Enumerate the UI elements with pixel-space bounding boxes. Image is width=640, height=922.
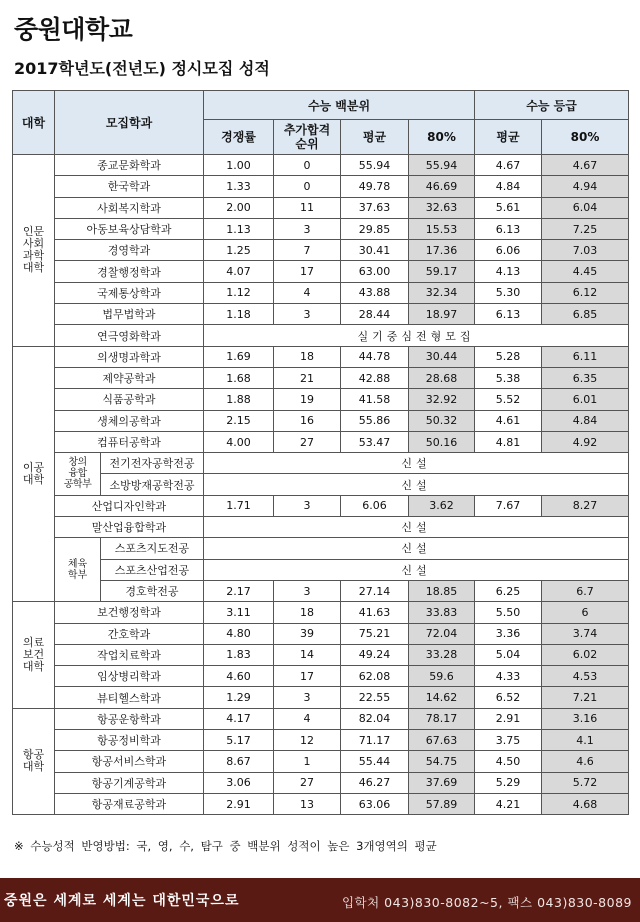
dept-name: 의생명과학과 xyxy=(55,346,204,367)
cell-additional: 39 xyxy=(274,623,341,644)
cell-grade-avg: 4.67 xyxy=(475,155,542,176)
cell-grade80: 4.84 xyxy=(542,410,629,431)
cell-grade80: 4.1 xyxy=(542,730,629,751)
cell-grade-avg: 7.67 xyxy=(475,495,542,516)
cell-p80: 3.62 xyxy=(409,495,475,516)
cell-grade80: 6.35 xyxy=(542,367,629,388)
dept-name: 항공운항학과 xyxy=(55,708,204,729)
cell-avg: 41.63 xyxy=(341,602,409,623)
cell-additional: 18 xyxy=(274,602,341,623)
table-row xyxy=(13,282,629,303)
dept-name: 국제통상학과 xyxy=(55,282,204,303)
cell-grade80: 4.92 xyxy=(542,431,629,452)
cell-p80: 14.62 xyxy=(409,687,475,708)
cell-additional: 3 xyxy=(274,495,341,516)
cell-avg: 75.21 xyxy=(341,623,409,644)
table-row xyxy=(13,666,629,687)
cell-grade80: 6.04 xyxy=(542,197,629,218)
table-row xyxy=(13,580,629,601)
table-row xyxy=(13,474,629,495)
cell-avg: 55.86 xyxy=(341,410,409,431)
table-row xyxy=(13,602,629,623)
cell-p80: 50.32 xyxy=(409,410,475,431)
cell-grade-avg: 6.06 xyxy=(475,240,542,261)
dept-name: 소방방재공학전공 xyxy=(101,474,204,495)
cell-avg: 27.14 xyxy=(341,580,409,601)
cell-avg: 22.55 xyxy=(341,687,409,708)
table-row xyxy=(13,559,629,580)
cell-competition: 1.18 xyxy=(204,304,274,325)
dept-note: 신설 xyxy=(204,517,629,538)
table-row xyxy=(13,240,629,261)
cell-competition: 2.00 xyxy=(204,197,274,218)
table-row xyxy=(13,431,629,452)
header-grade80: 80% xyxy=(542,120,629,155)
college-label: 항공 대학 xyxy=(13,708,55,814)
dept-note: 실기중심전형모집 xyxy=(204,325,629,346)
table-row xyxy=(13,644,629,665)
dept-name: 경호학전공 xyxy=(101,580,204,601)
cell-competition: 5.17 xyxy=(204,730,274,751)
header-dept: 모집학과 xyxy=(55,91,204,155)
cell-competition: 4.17 xyxy=(204,708,274,729)
cell-grade80: 7.03 xyxy=(542,240,629,261)
cell-grade-avg: 6.25 xyxy=(475,580,542,601)
table-row xyxy=(13,538,629,559)
cell-grade-avg: 4.33 xyxy=(475,666,542,687)
table-row xyxy=(13,410,629,431)
footer-slogan: 중원은 세계로 세계는 대한민국으로 xyxy=(4,893,240,909)
cell-additional: 11 xyxy=(274,197,341,218)
cell-grade80: 6.7 xyxy=(542,580,629,601)
dept-name: 말산업융합학과 xyxy=(55,517,204,538)
cell-additional: 3 xyxy=(274,304,341,325)
cell-avg: 43.88 xyxy=(341,282,409,303)
dept-name: 제약공학과 xyxy=(55,367,204,388)
table-row xyxy=(13,346,629,367)
dept-name: 생체의공학과 xyxy=(55,410,204,431)
cell-p80: 30.44 xyxy=(409,346,475,367)
cell-avg: 46.27 xyxy=(341,772,409,793)
dept-note: 신설 xyxy=(204,474,629,495)
dept-name: 연극영화학과 xyxy=(55,325,204,346)
cell-grade80: 4.6 xyxy=(542,751,629,772)
header-additional: 추가합격 순위 xyxy=(274,120,341,155)
cell-p80: 33.83 xyxy=(409,602,475,623)
cell-grade-avg: 5.28 xyxy=(475,346,542,367)
cell-additional: 0 xyxy=(274,155,341,176)
cell-p80: 32.92 xyxy=(409,389,475,410)
cell-grade80: 7.25 xyxy=(542,218,629,239)
cell-p80: 28.68 xyxy=(409,367,475,388)
cell-avg: 49.78 xyxy=(341,176,409,197)
cell-p80: 32.34 xyxy=(409,282,475,303)
dept-name: 종교문화학과 xyxy=(55,155,204,176)
cell-grade-avg: 5.50 xyxy=(475,602,542,623)
cell-p80: 33.28 xyxy=(409,644,475,665)
cell-grade-avg: 5.29 xyxy=(475,772,542,793)
cell-additional: 0 xyxy=(274,176,341,197)
cell-grade-avg: 4.81 xyxy=(475,431,542,452)
cell-grade-avg: 4.61 xyxy=(475,410,542,431)
cell-additional: 3 xyxy=(274,218,341,239)
cell-competition: 8.67 xyxy=(204,751,274,772)
cell-competition: 2.91 xyxy=(204,793,274,814)
cell-grade-avg: 5.38 xyxy=(475,367,542,388)
table-row xyxy=(13,218,629,239)
cell-additional: 14 xyxy=(274,644,341,665)
cell-competition: 1.33 xyxy=(204,176,274,197)
dept-name: 사회복지학과 xyxy=(55,197,204,218)
cell-grade80: 4.67 xyxy=(542,155,629,176)
dept-name: 항공서비스학과 xyxy=(55,751,204,772)
footer-contact: 입학처 043)830-8082~5, 팩스 043)830-8089 xyxy=(341,895,632,910)
cell-additional: 27 xyxy=(274,431,341,452)
college-label: 의료 보건 대학 xyxy=(13,602,55,708)
cell-p80: 78.17 xyxy=(409,708,475,729)
cell-competition: 1.29 xyxy=(204,687,274,708)
dept-name: 항공기계공학과 xyxy=(55,772,204,793)
cell-p80: 72.04 xyxy=(409,623,475,644)
cell-p80: 17.36 xyxy=(409,240,475,261)
dept-name: 작업치료학과 xyxy=(55,644,204,665)
cell-grade80: 4.68 xyxy=(542,793,629,814)
dept-note: 신설 xyxy=(204,538,629,559)
dept-name: 법무법학과 xyxy=(55,304,204,325)
cell-avg: 44.78 xyxy=(341,346,409,367)
cell-avg: 6.06 xyxy=(341,495,409,516)
cell-avg: 29.85 xyxy=(341,218,409,239)
cell-competition: 3.11 xyxy=(204,602,274,623)
table-row xyxy=(13,517,629,538)
cell-avg: 53.47 xyxy=(341,431,409,452)
cell-avg: 63.06 xyxy=(341,793,409,814)
dept-name: 스포츠지도전공 xyxy=(101,538,204,559)
cell-p80: 32.63 xyxy=(409,197,475,218)
cell-additional: 18 xyxy=(274,346,341,367)
table-row xyxy=(13,304,629,325)
cell-avg: 42.88 xyxy=(341,367,409,388)
cell-p80: 37.69 xyxy=(409,772,475,793)
dept-name: 뷰티헬스학과 xyxy=(55,687,204,708)
cell-grade-avg: 6.52 xyxy=(475,687,542,708)
cell-competition: 1.12 xyxy=(204,282,274,303)
cell-grade80: 6.12 xyxy=(542,282,629,303)
dept-name: 항공정비학과 xyxy=(55,730,204,751)
dept-name: 경영학과 xyxy=(55,240,204,261)
header-competition: 경쟁률 xyxy=(204,120,274,155)
table-row xyxy=(13,453,629,474)
cell-p80: 59.6 xyxy=(409,666,475,687)
cell-p80: 59.17 xyxy=(409,261,475,282)
dept-name: 스포츠산업전공 xyxy=(101,559,204,580)
cell-grade80: 6 xyxy=(542,602,629,623)
table-row xyxy=(13,155,629,176)
dept-name: 간호학과 xyxy=(55,623,204,644)
header-grade-avg: 평균 xyxy=(475,120,542,155)
cell-additional: 3 xyxy=(274,687,341,708)
cell-competition: 2.17 xyxy=(204,580,274,601)
dept-name: 보건행정학과 xyxy=(55,602,204,623)
cell-avg: 41.58 xyxy=(341,389,409,410)
table-row xyxy=(13,623,629,644)
cell-grade-avg: 2.91 xyxy=(475,708,542,729)
table-row xyxy=(13,751,629,772)
cell-avg: 55.44 xyxy=(341,751,409,772)
cell-additional: 16 xyxy=(274,410,341,431)
header-grade-group: 수능 등급 xyxy=(475,91,629,120)
cell-grade80: 7.21 xyxy=(542,687,629,708)
cell-p80: 50.16 xyxy=(409,431,475,452)
footnote: ※ 수능성적 반영방법: 국, 영, 수, 탐구 중 백분위 성적이 높은 3개영역의 평균 xyxy=(14,839,437,853)
cell-grade80: 3.74 xyxy=(542,623,629,644)
page-subtitle: 2017학년도(전년도) 정시모집 성적 xyxy=(14,59,270,78)
table-row xyxy=(13,197,629,218)
page-title: 중원대학교 xyxy=(14,15,133,44)
cell-p80: 57.89 xyxy=(409,793,475,814)
cell-avg: 37.63 xyxy=(341,197,409,218)
table-row xyxy=(13,325,629,346)
header-p80: 80% xyxy=(409,120,475,155)
division-label: 창의 융합 공학부 xyxy=(55,453,101,496)
cell-competition: 1.13 xyxy=(204,218,274,239)
cell-competition: 1.83 xyxy=(204,644,274,665)
table-row xyxy=(13,389,629,410)
cell-grade80: 4.53 xyxy=(542,666,629,687)
table-row xyxy=(13,708,629,729)
cell-competition: 3.06 xyxy=(204,772,274,793)
dept-name: 항공재료공학과 xyxy=(55,793,204,814)
cell-competition: 1.00 xyxy=(204,155,274,176)
cell-grade-avg: 4.84 xyxy=(475,176,542,197)
table-row xyxy=(13,772,629,793)
cell-additional: 1 xyxy=(274,751,341,772)
cell-grade80: 6.01 xyxy=(542,389,629,410)
cell-competition: 2.15 xyxy=(204,410,274,431)
cell-grade-avg: 5.61 xyxy=(475,197,542,218)
cell-grade-avg: 4.50 xyxy=(475,751,542,772)
cell-p80: 55.94 xyxy=(409,155,475,176)
table-row xyxy=(13,495,629,516)
cell-grade80: 6.11 xyxy=(542,346,629,367)
cell-competition: 4.80 xyxy=(204,623,274,644)
dept-name: 산업디자인학과 xyxy=(55,495,204,516)
cell-additional: 4 xyxy=(274,282,341,303)
cell-additional: 4 xyxy=(274,708,341,729)
cell-grade80: 6.85 xyxy=(542,304,629,325)
table-row xyxy=(13,687,629,708)
cell-grade-avg: 5.30 xyxy=(475,282,542,303)
cell-p80: 18.85 xyxy=(409,580,475,601)
cell-competition: 4.60 xyxy=(204,666,274,687)
cell-avg: 62.08 xyxy=(341,666,409,687)
cell-grade-avg: 3.36 xyxy=(475,623,542,644)
cell-avg: 82.04 xyxy=(341,708,409,729)
dept-name: 전기전자공학전공 xyxy=(101,453,204,474)
table-row xyxy=(13,261,629,282)
cell-competition: 1.69 xyxy=(204,346,274,367)
header-percentile-group: 수능 백분위 xyxy=(204,91,475,120)
dept-note: 신설 xyxy=(204,559,629,580)
cell-additional: 17 xyxy=(274,261,341,282)
cell-grade80: 6.02 xyxy=(542,644,629,665)
division-label: 체육 학부 xyxy=(55,538,101,602)
cell-additional: 13 xyxy=(274,793,341,814)
cell-grade80: 5.72 xyxy=(542,772,629,793)
cell-avg: 71.17 xyxy=(341,730,409,751)
cell-grade80: 3.16 xyxy=(542,708,629,729)
table-row xyxy=(13,793,629,814)
cell-grade80: 4.45 xyxy=(542,261,629,282)
cell-additional: 17 xyxy=(274,666,341,687)
cell-grade-avg: 6.13 xyxy=(475,218,542,239)
cell-p80: 15.53 xyxy=(409,218,475,239)
cell-grade-avg: 5.52 xyxy=(475,389,542,410)
table-row xyxy=(13,367,629,388)
cell-competition: 4.00 xyxy=(204,431,274,452)
cell-grade80: 4.94 xyxy=(542,176,629,197)
header-college: 대학 xyxy=(13,91,55,155)
cell-p80: 18.97 xyxy=(409,304,475,325)
cell-additional: 19 xyxy=(274,389,341,410)
cell-additional: 3 xyxy=(274,580,341,601)
cell-p80: 54.75 xyxy=(409,751,475,772)
cell-competition: 1.71 xyxy=(204,495,274,516)
cell-additional: 12 xyxy=(274,730,341,751)
dept-name: 임상병리학과 xyxy=(55,666,204,687)
college-label: 이공 대학 xyxy=(13,346,55,602)
header-avg: 평균 xyxy=(341,120,409,155)
cell-avg: 55.94 xyxy=(341,155,409,176)
cell-additional: 7 xyxy=(274,240,341,261)
admission-results-table xyxy=(12,90,629,815)
cell-grade-avg: 3.75 xyxy=(475,730,542,751)
college-label: 인문 사회 과학 대학 xyxy=(13,155,55,347)
cell-avg: 63.00 xyxy=(341,261,409,282)
cell-competition: 1.25 xyxy=(204,240,274,261)
cell-competition: 4.07 xyxy=(204,261,274,282)
dept-name: 한국학과 xyxy=(55,176,204,197)
dept-note: 신설 xyxy=(204,453,629,474)
cell-grade80: 8.27 xyxy=(542,495,629,516)
cell-avg: 49.24 xyxy=(341,644,409,665)
cell-avg: 28.44 xyxy=(341,304,409,325)
cell-grade-avg: 4.21 xyxy=(475,793,542,814)
dept-name: 컴퓨터공학과 xyxy=(55,431,204,452)
cell-grade-avg: 5.04 xyxy=(475,644,542,665)
dept-name: 식품공학과 xyxy=(55,389,204,410)
cell-grade-avg: 4.13 xyxy=(475,261,542,282)
cell-competition: 1.88 xyxy=(204,389,274,410)
cell-competition: 1.68 xyxy=(204,367,274,388)
footer-banner xyxy=(0,878,640,922)
cell-grade-avg: 6.13 xyxy=(475,304,542,325)
cell-p80: 46.69 xyxy=(409,176,475,197)
cell-p80: 67.63 xyxy=(409,730,475,751)
dept-name: 경찰행정학과 xyxy=(55,261,204,282)
cell-additional: 21 xyxy=(274,367,341,388)
dept-name: 아동보육상담학과 xyxy=(55,218,204,239)
cell-additional: 27 xyxy=(274,772,341,793)
table-row xyxy=(13,730,629,751)
cell-avg: 30.41 xyxy=(341,240,409,261)
table-row xyxy=(13,176,629,197)
